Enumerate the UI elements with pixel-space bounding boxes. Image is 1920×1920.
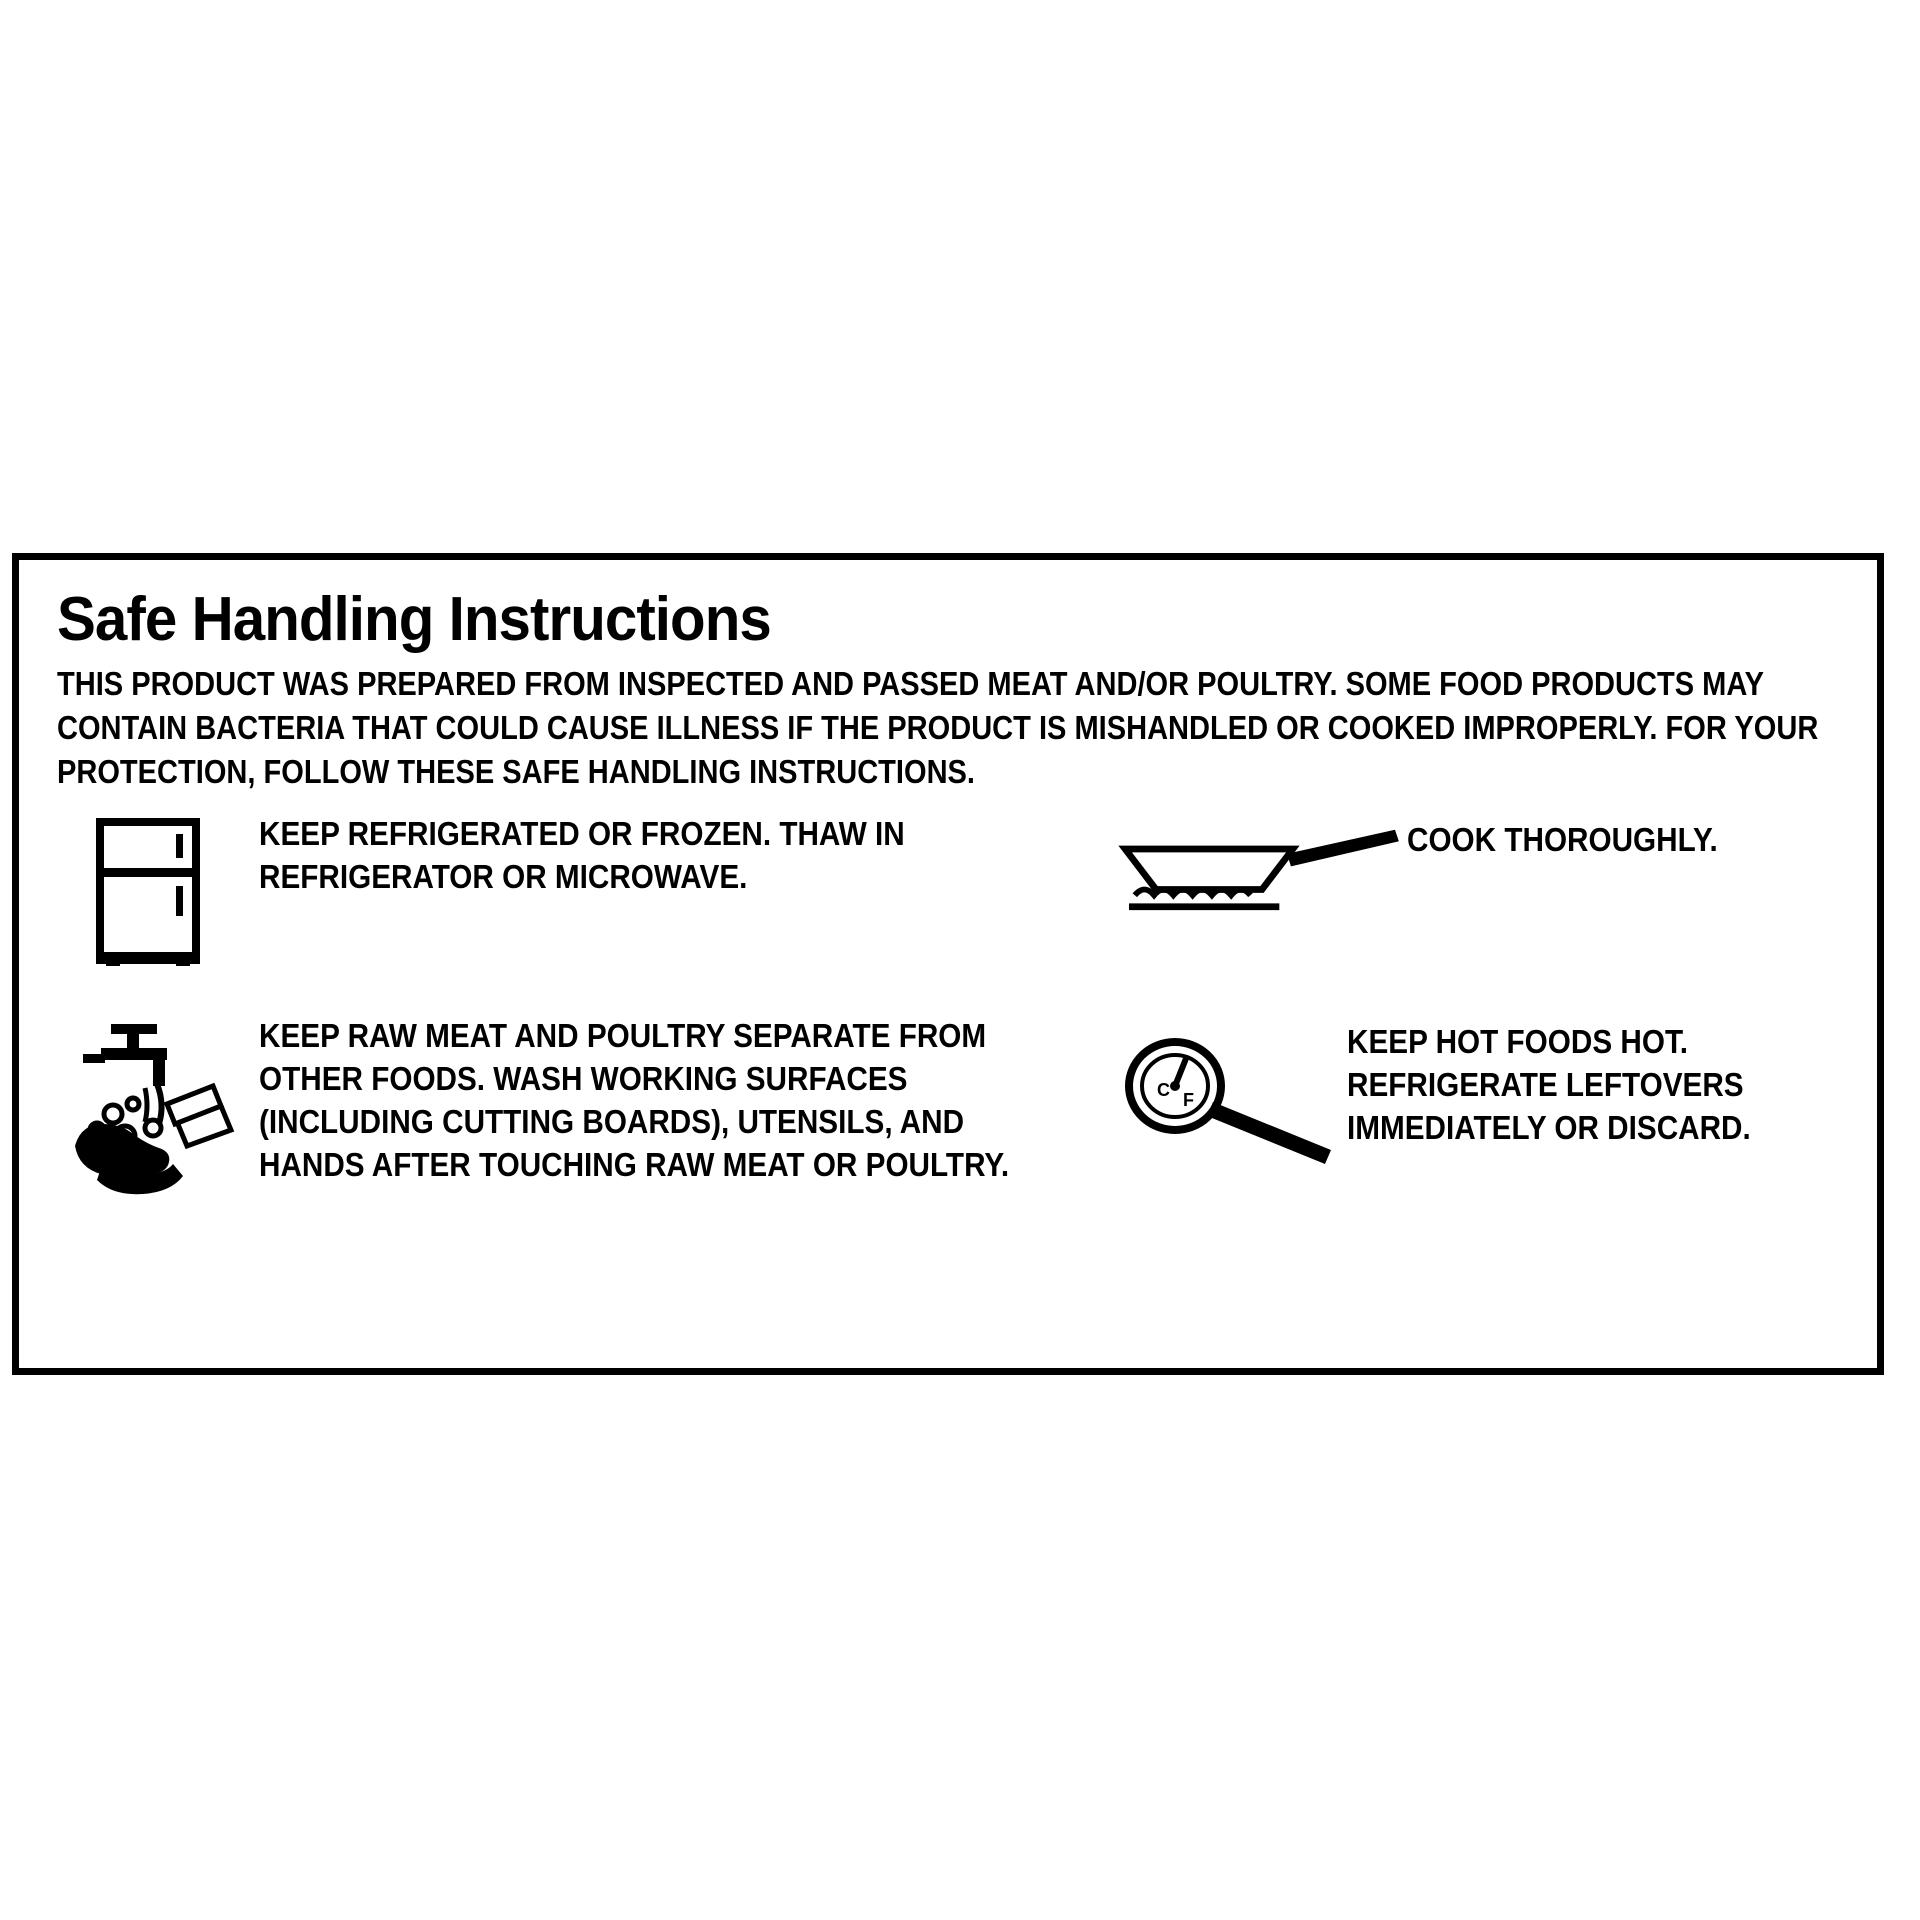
refrigerator-icon [57, 812, 247, 986]
frying-pan-icon [1117, 812, 1407, 932]
instruction-text: KEEP REFRIGERATED OR FROZEN. THAW IN REFRIGERATOR OR MICROWAVE. [259, 815, 905, 895]
instruction-item-cook [1117, 812, 1857, 932]
instruction-item-separate-and-wash [57, 1014, 1117, 1208]
instructions-row [57, 1014, 1857, 1208]
instruction-item-keep-hot [1117, 1014, 1857, 1184]
instruction-text: KEEP RAW MEAT AND POULTRY SEPARATE FROM OTHER FOODS. WASH WORKING SURFACES (INCLUDING CUTTING BOARDS), UTENSILS, AND HANDS AFTER TOUCHING RAW MEAT OR POULTRY. [259, 1017, 1010, 1183]
intro-paragraph: THIS PRODUCT WAS PREPARED FROM INSPECTED AND PASSED MEAT AND/OR POULTRY. SOME FOOD PRODUCTS MAY CONTAIN BACTERIA THAT COULD CAUSE ILLNESS IF THE PRODUCT IS MISHANDLED OR COOKED IMPROPERLY. FOR YOUR PROTECTION, FOLLOW THESE SAFE HANDLING INSTRUCTIONS. [57, 665, 1819, 790]
thermometer-f-label: F [1183, 1090, 1194, 1110]
hand-washing-icon [57, 1014, 247, 1208]
page-title: Safe Handling Instructions [57, 585, 771, 654]
instructions-row [57, 812, 1857, 986]
instruction-item-refrigerate [57, 812, 1117, 986]
safe-handling-label-panel [12, 553, 1884, 1375]
instruction-text: COOK THOROUGHLY. [1407, 821, 1718, 858]
instructions-grid [57, 812, 1857, 1208]
thermometer-c-label: C [1157, 1080, 1170, 1100]
thermometer-icon [1117, 1014, 1347, 1184]
label-content [57, 584, 1847, 1358]
instruction-text: KEEP HOT FOODS HOT. REFRIGERATE LEFTOVERS IMMEDIATELY OR DISCARD. [1347, 1023, 1751, 1146]
